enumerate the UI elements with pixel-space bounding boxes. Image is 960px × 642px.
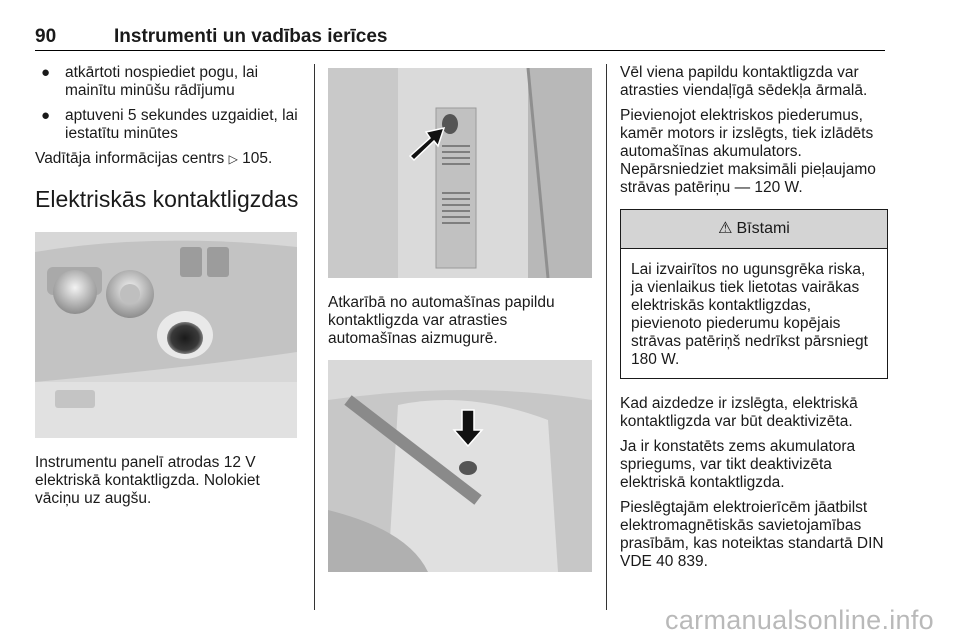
paragraph: Kad aizdedze ir izslēgta, elektriskā kontaktligzda var būt deaktivizēta. — [620, 395, 858, 430]
list-item: ● aptuveni 5 sekundes uzgaidiet, lai iestatītu minūtes — [41, 107, 298, 142]
dashboard-socket-caption: Instrumentu panelī atrodas 12 V elektriskā kontaktligzda. Nolokiet vāciņu uz augšu. — [35, 454, 260, 507]
warning-box — [620, 209, 888, 379]
bullet-icon: ● — [41, 107, 51, 124]
watermark: carmanualsonline.info — [665, 605, 934, 635]
paragraph: Pieslēgtajām elektroierīcēm jāatbilst elektromagnētiskās savietojamības prasībām, kas noteiktas standartā DIN VDE 40 839. — [620, 499, 884, 570]
paragraph: Pievienojot elektriskos piederumus, kamēr motors ir izslēgts, tiek izlādēts automašīnas akumulators. — [620, 107, 874, 160]
bullet-list — [35, 64, 303, 143]
warning-header — [621, 210, 887, 249]
column-divider-2 — [606, 64, 607, 610]
list-item: ● atkārtoti nospiediet pogu, lai mainītu minūšu rādījumu — [41, 64, 259, 99]
cross-reference: Vadītāja informācijas centrs ▷ 105. — [35, 150, 273, 167]
reference-arrow-icon: ▷ — [228, 152, 238, 166]
column-divider-1 — [314, 64, 315, 610]
page-header — [35, 26, 885, 51]
page-number: 90 — [35, 26, 57, 47]
column-3 — [620, 64, 888, 578]
column-2 — [328, 64, 594, 572]
paragraph: Vēl viena papildu kontaktligzda var atrasties viendaļīgā sēdekļa ārmalā. — [620, 64, 868, 99]
warning-text: Lai izvairītos no ugunsgrēka riska, ja vienlaikus tiek lietotas vairākas elektriskās kontaktligzdas, pievienoto piederumu kopējais strāvas patēriņš nedrīkst pārsniegt 180 W. — [631, 261, 868, 368]
warning-triangle-icon: ⚠ — [718, 220, 733, 237]
warning-title: Bīstami — [736, 220, 790, 237]
seat-socket-photo — [328, 360, 592, 572]
bullet-icon: ● — [41, 64, 51, 81]
dashboard-socket-photo — [35, 232, 297, 438]
rear-socket-photo — [328, 68, 592, 278]
page-title: Instrumenti un vadības ierīces — [114, 26, 388, 47]
reference-page[interactable]: 105. — [242, 150, 273, 167]
paragraph: Ja ir konstatēts zems akumulatora spriegums, var tikt deaktivizēta elektriskā kontaktligzda. — [620, 438, 856, 491]
rear-socket-caption: Atkarībā no automašīnas papildu kontaktligzda var atrasties automašīnas aizmugurē. — [328, 294, 555, 347]
section-title: Elektriskās kontaktligzdas — [35, 186, 299, 212]
column-1 — [35, 64, 303, 515]
paragraph: Nepārsniedziet maksimāli pieļaujamo strāvas patēriņu — 120 W. — [620, 161, 876, 196]
